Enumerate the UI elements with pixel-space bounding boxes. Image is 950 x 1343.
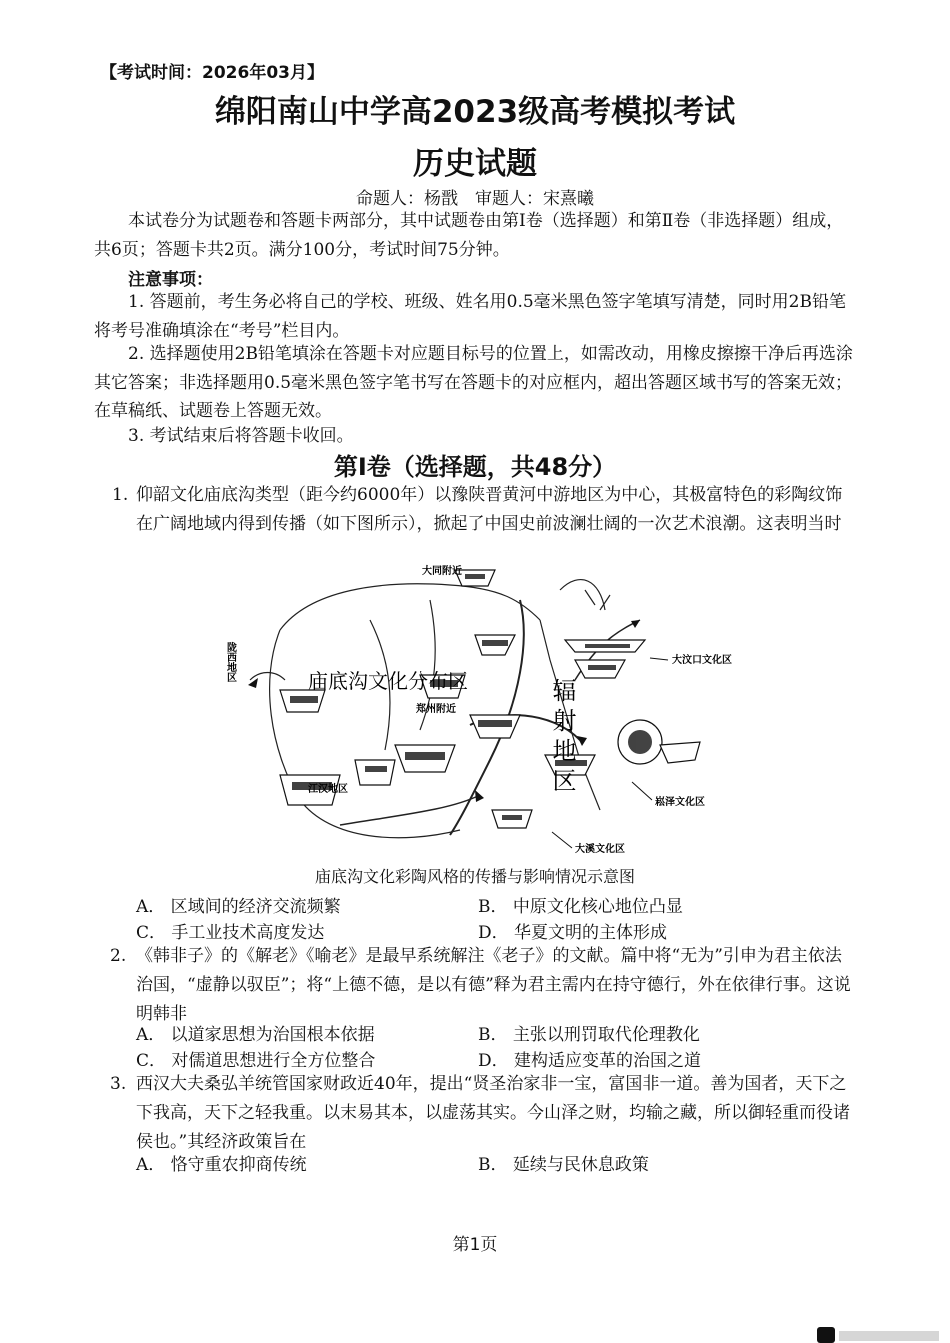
map-label-datong: 大同附近	[422, 566, 462, 577]
figure-caption: 庙底沟文化彩陶风格的传播与影响情况示意图	[314, 867, 635, 886]
q2-option-b[interactable]: B． 主张以刑罚取代伦理教化	[478, 1025, 700, 1045]
question-number: 2.	[110, 946, 127, 966]
q2-option-d[interactable]: D． 建构适应变革的治国之道	[478, 1051, 702, 1071]
map-label-zhengzhou: 郑州附近	[416, 704, 456, 715]
question-number: 3.	[110, 1074, 127, 1094]
exam-title: 绵阳南山中学高2023级高考模拟考试	[214, 94, 736, 130]
map-label-jianghan: 江汉地区	[308, 784, 348, 795]
watermark-logo	[815, 1321, 950, 1343]
notice-item-2: 2. 选择题使用2B铅笔填涂在答题卡对应题目标号的位置上，如需改动，用橡皮擦擦干净后再选涂其它答案；非选择题用0.5毫米黑色签字笔书写在答题卡的对应框内，超出答题区域书写的答案无效；在草稿纸、试题卷上答题无效。	[94, 344, 853, 421]
page-number: 第1页	[452, 1235, 498, 1255]
notice-item-3: 3. 考试结束后将答题卡收回。	[128, 426, 354, 446]
map-label-longxi: 陇西地区	[224, 642, 236, 682]
map-label-center: 庙底沟文化分布区	[308, 669, 468, 693]
q2-option-a[interactable]: A． 以道家思想为治国根本依据	[136, 1025, 375, 1045]
exam-time: 【考试时间：2026年03月】	[100, 63, 324, 83]
intro-paragraph: 本试卷分为试题卷和答题卡两部分，其中试题卷由第Ⅰ卷（选择题）和第Ⅱ卷（非选择题）组成，共6页；答题卡共2页。满分100分，考试时间75分钟。	[94, 211, 844, 260]
question-number: 1.	[112, 485, 129, 505]
q3-option-b[interactable]: B． 延续与民休息政策	[478, 1155, 649, 1175]
q2-option-c[interactable]: C． 对儒道思想进行全方位整合	[136, 1051, 376, 1071]
q1-option-a[interactable]: A． 区域间的经济交流频繁	[136, 897, 341, 917]
q3-option-a[interactable]: A． 恪守重农抑商传统	[136, 1155, 307, 1175]
map-label-songze: 崧泽文化区	[655, 797, 705, 808]
map-label-radiation: 辐射地区	[548, 678, 576, 798]
pottery-diffusion-map	[220, 560, 760, 860]
map-label-dawenkou: 大汶口文化区	[672, 655, 732, 666]
map-label-daxi: 大溪文化区	[575, 844, 625, 855]
authors-line: 命题人：杨戬 审题人：宋熹曦	[356, 189, 594, 209]
notice-item-1: 1. 答题前，考生务必将自己的学校、班级、姓名用0.5毫米黑色签字笔填写清楚，同时用2B铅笔将考号准确填涂在“考号”栏目内。	[94, 292, 846, 341]
section-title: 第Ⅰ卷（选择题，共48分）	[333, 453, 617, 481]
question-text: 仰韶文化庙底沟类型（距今约6000年）以豫陕晋黄河中游地区为中心，其极富特色的彩陶纹饰在广阔地域内得到传播（如下图所示），掀起了中国史前波澜壮阔的一次艺术浪潮。这表明当时	[136, 485, 843, 534]
notice-heading: 注意事项：	[128, 270, 213, 290]
q1-option-d[interactable]: D． 华夏文明的主体形成	[478, 923, 668, 943]
q1-option-c[interactable]: C． 手工业技术高度发达	[136, 923, 325, 943]
q1-option-b[interactable]: B． 中原文化核心地位凸显	[478, 897, 683, 917]
question-text: 西汉大夫桑弘羊统管国家财政近40年，提出“贤圣治家非一宝，富国非一道。善为国者，天下之下我高，天下之轻我重。以末易其本，以虚荡其实。今山泽之财，均输之藏，所以御轻重而役诸侯也。”其经济政策旨在	[136, 1074, 850, 1152]
paper-subject-title: 历史试题	[413, 146, 537, 182]
question-text: 《韩非子》的《解老》《喻老》是最早系统解注《老子》的文献。篇中将“无为”引申为君主依法治国，“虚静以驭臣”；将“上德不德，是以有德”释为君主需内在持守德行，外在依律行事。这说明韩非	[136, 946, 851, 1024]
